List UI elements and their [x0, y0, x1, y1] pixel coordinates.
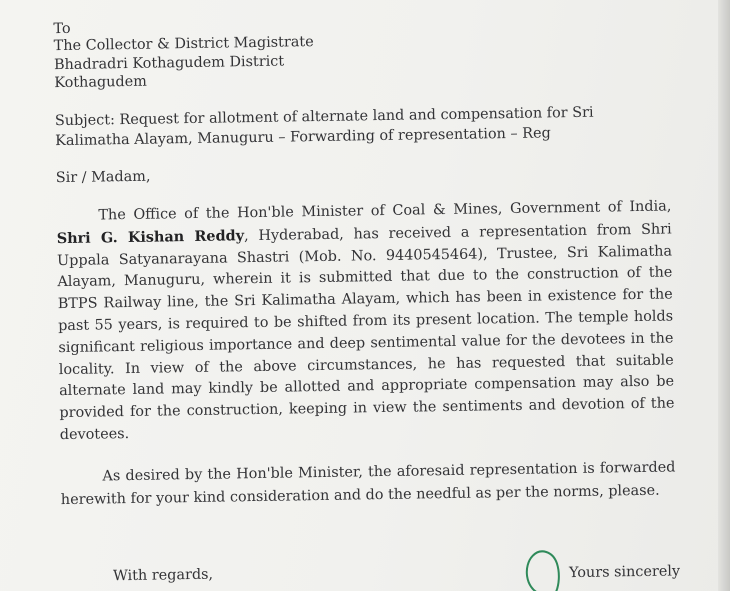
- body-paragraph-1-rest: , Hyderabad, has received a representation from Shri Uppala Satyanarayana Shastri (Mob. No. 9440545464), Trustee, Sri Kalimatha Alayam, Manuguru, wherein it is submitted that due to the construction of the BTPS Railway line, the Sri Kalimatha Alayam, which has been in existence for the past 55 years, is required to be shifted from its present location. The temple holds significant religious importance and deep sentimental value for the devotees in the locality. In view of the above circumstances, he has requested that suitable alternate land may kindly be allotted and appropriate compensation may also be provided for the construction, keeping in view the sentiments and devotion of the devotees.: [56, 221, 675, 444]
- recipient-line-2: Bhadradri Kothagudem District: [53, 53, 285, 74]
- to-label: To: [53, 20, 71, 38]
- signature-mark: [519, 547, 564, 591]
- page-edge-shadow: [718, 0, 730, 591]
- body-paragraph-1-start: The Office of the Hon'ble Minister of Coal & Mines, Government of India,: [98, 198, 672, 224]
- closing-regards: With regards,: [112, 566, 214, 585]
- minister-name: Shri G. Kishan Reddy: [56, 226, 245, 247]
- sign-off: Yours sincerely: [568, 563, 681, 582]
- salutation: Sir / Madam,: [55, 168, 151, 187]
- recipient-line-1: The Collector & District Magistrate: [53, 34, 314, 55]
- recipient-line-3: Kothagudem: [54, 73, 147, 92]
- body-paragraph-2: As desired by the Hon'ble Minister, the aforesaid representation is forwarded herewith for your kind consideration and do the needful as per the norms, please.: [60, 459, 676, 508]
- body-paragraph-1: [56, 196, 675, 446]
- subject-line: Subject: Request for allotment of alternate land and compensation for Sri Kalimatha Alayam, Manuguru – Forwarding of representation – Reg: [54, 104, 594, 150]
